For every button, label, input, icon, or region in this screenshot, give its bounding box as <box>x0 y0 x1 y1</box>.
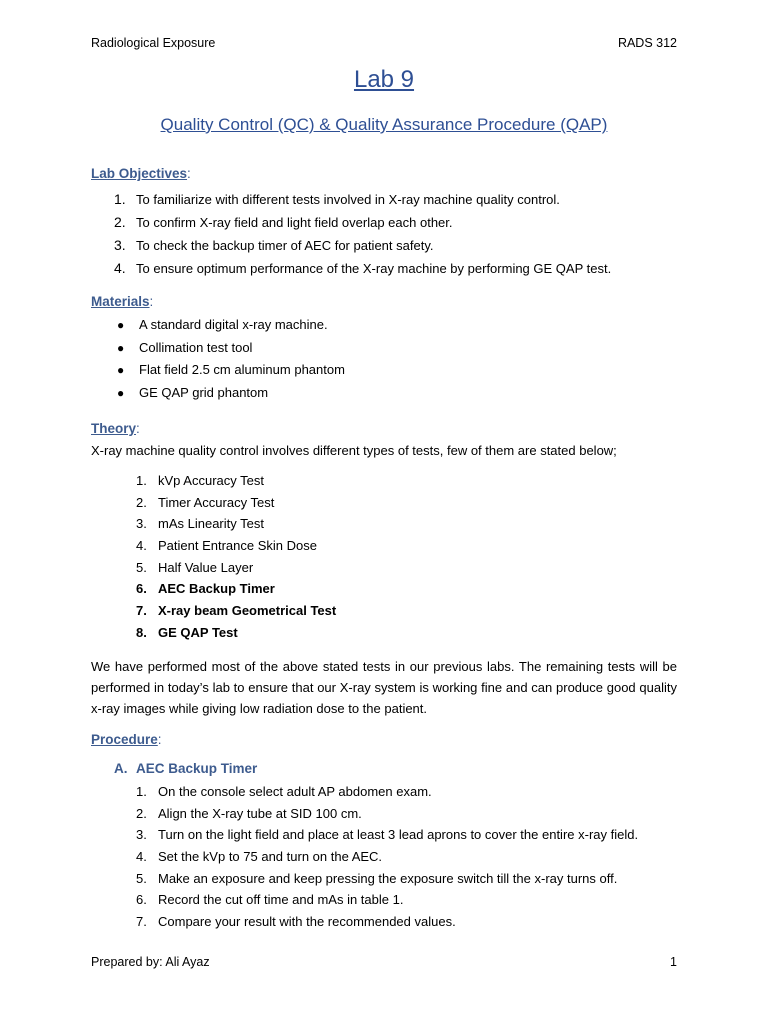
materials-heading: Materials: <box>91 294 154 309</box>
procedure-section-title: A. AEC Backup Timer <box>114 761 258 776</box>
bullet-icon: ● <box>117 363 125 378</box>
list-item: ● A standard digital x-ray machine. <box>91 314 345 337</box>
list-item: 5. Make an exposure and keep pressing the exposure switch till the x-ray turns off. <box>136 870 618 886</box>
list-item: 4. Set the kVp to 75 and turn on the AEC. <box>136 849 383 865</box>
bullet-icon: ● <box>117 318 125 332</box>
list-item: 1. kVp Accuracy Test <box>136 473 264 488</box>
list-item: ● Collimation test tool <box>91 337 345 360</box>
list-item: 5. Half Value Layer <box>136 559 254 575</box>
list-item: 6. AEC Backup Timer <box>136 581 275 597</box>
list-item: ● Flat field 2.5 cm aluminum phantom <box>91 359 345 382</box>
page-number: 1 <box>670 955 677 969</box>
list-item: 8. GE QAP Test <box>136 624 238 640</box>
list-item: 1. To familiarize with different tests involved in X-ray machine quality control. <box>114 191 560 207</box>
list-item: 3. mAs Linearity Test <box>136 516 264 532</box>
procedure-steps-list <box>91 781 638 933</box>
list-item: 7. X-ray beam Geometrical Test <box>136 603 337 619</box>
bullet-icon: ● <box>117 386 125 401</box>
list-item: ● GE QAP grid phantom <box>91 382 345 405</box>
page-title: Lab 9 <box>353 66 415 93</box>
footer-author: Prepared by: Ali Ayaz <box>91 955 210 969</box>
list-item: 6. Record the cut off time and mAs in table 1. <box>136 892 404 908</box>
page-subtitle: Quality Control (QC) & Quality Assurance Procedure (QAP) <box>160 115 608 134</box>
header-course-name: Radiological Exposure <box>91 36 216 50</box>
theory-paragraph: We have performed most of the above stated tests in our previous labs. The remaining tests will be performed in today’s lab to ensure that our X-ray system is working fine and can produce good quality x-ray images while giving low radiation dose to the patient. <box>91 659 677 716</box>
materials-list <box>91 314 345 405</box>
list-item: 3. To check the backup timer of AEC for patient safety. <box>114 237 434 253</box>
list-item: 2. To confirm X-ray field and light field overlap each other. <box>114 214 453 230</box>
theory-heading: Theory: <box>91 421 140 436</box>
list-item: 3. Turn on the light field and place at least 3 lead aprons to cover the entire x-ray field. <box>136 827 639 843</box>
list-item: 1. On the console select adult AP abdomen exam. <box>136 784 432 799</box>
objectives-heading: Lab Objectives: <box>91 166 191 181</box>
theory-intro: X-ray machine quality control involves different types of tests, few of them are stated below; <box>91 443 617 458</box>
list-item: 4. Patient Entrance Skin Dose <box>136 538 317 554</box>
objectives-list <box>91 188 611 280</box>
list-item: 2. Timer Accuracy Test <box>136 494 275 510</box>
list-item: 7. Compare your result with the recommended values. <box>136 914 456 930</box>
header-course-code: RADS 312 <box>617 36 677 50</box>
list-item: 2. Align the X-ray tube at SID 100 cm. <box>136 805 362 821</box>
bullet-icon: ● <box>117 340 125 355</box>
list-item: 4. To ensure optimum performance of the X-ray machine by performing GE QAP test. <box>114 260 612 276</box>
tests-list <box>91 470 336 644</box>
procedure-heading: Procedure: <box>91 732 162 747</box>
